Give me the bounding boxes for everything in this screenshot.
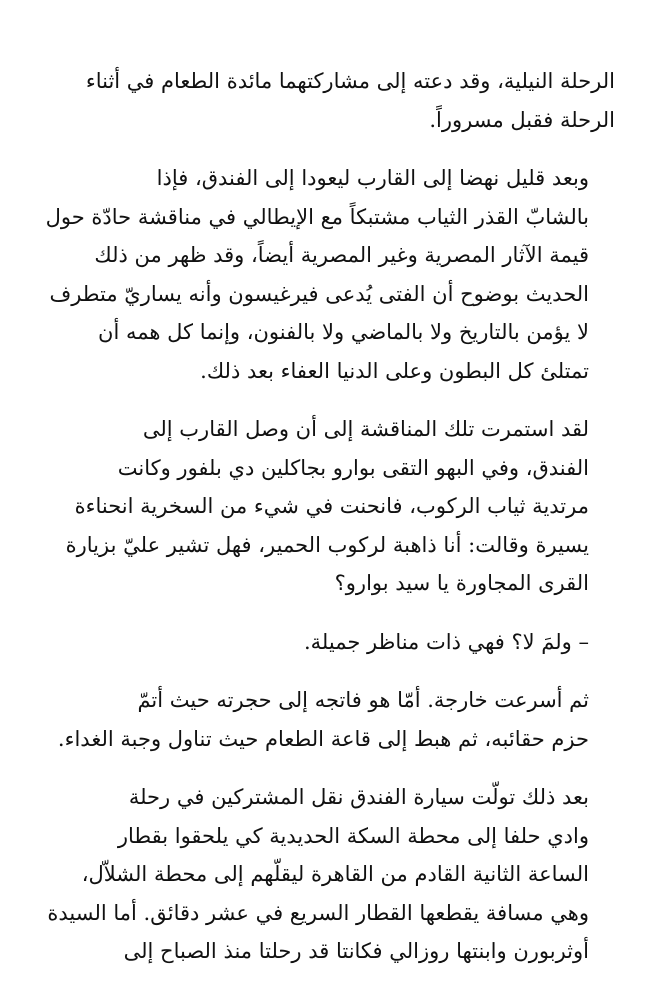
text-line: لقد استمرت تلك المناقشة إلى أن وصل القارب إلى [142, 417, 589, 441]
text-line: وادي حلفا إلى محطة السكة الحديدية كي يلحقوا بقطار [117, 823, 589, 848]
text-line: قيمة الآثار المصرية وغير المصرية أيضاً، وقد ظهر من ذلك [94, 243, 589, 267]
text-line: وبعد قليل نهضا إلى القارب ليعودا إلى الفندق، فإذا [156, 166, 589, 190]
text-line: أوثربورن وابنتها روزالي فكانتا قد رحلتا منذ الصباح إلى [123, 939, 589, 963]
text-line: الساعة الثانية القادم من القاهرة ليقلّهم إلى محطة الشلاّل، [81, 862, 589, 886]
text-line: بالشابّ القذر الثياب مشتبكاً مع الإيطالي في مناقشة حادّة حول [45, 204, 589, 229]
paragraph-2 [36, 159, 615, 390]
text-line: القرى المجاورة يا سيد بوارو؟ [334, 571, 589, 595]
text-line: ثم أسرعت خارجة. أمّا هو فاتجه إلى حجرته حيث أتمّ [137, 688, 589, 712]
paragraph-6 [36, 778, 615, 971]
text-line: وهي مسافة يقطعها القطار السريع في عشر دقائق. أما السيدة [47, 900, 589, 925]
text-line: مرتدية ثياب الركوب، فانحنت في شيء من السخرية انحناءة [74, 494, 589, 518]
text-line: لا يؤمن بالتاريخ ولا بالماضي ولا بالفنون، وإنما كل همه أن [98, 320, 589, 344]
text-line: الرحلة النيلية، وقد دعته إلى مشاركتهما مائدة الطعام في أثناء [85, 69, 615, 93]
paragraph-3 [36, 410, 615, 603]
text-line: حزم حقائبه، ثم هبط إلى قاعة الطعام حيث تناول وجبة الغداء. [57, 726, 589, 751]
text-line: الرحلة فقبل مسروراً. [429, 107, 615, 132]
text-line: الفندق، وفي البهو التقى بوارو بجاكلين دي بلفور وكانت [117, 455, 589, 480]
paragraph-5 [36, 681, 615, 758]
text-line: تمتلئ كل البطون وعلى الدنيا العفاء بعد ذلك. [200, 358, 589, 383]
paragraph-4-dialogue [36, 623, 615, 662]
paragraph-1 [36, 62, 615, 139]
text-line: يسيرة وقالت: أنا ذاهبة لركوب الحمير، فهل تشير عليّ بزيارة [65, 532, 589, 557]
text-line: الحديث بوضوح أن الفتى يُدعى فيرغيسون وأنه يساريّ متطرف [49, 281, 589, 306]
text-line: بعد ذلك تولّت سيارة الفندق نقل المشتركين في رحلة [128, 785, 589, 809]
text-line: – ولمَ لا؟ فهي ذات مناظر جميلة. [304, 629, 589, 654]
